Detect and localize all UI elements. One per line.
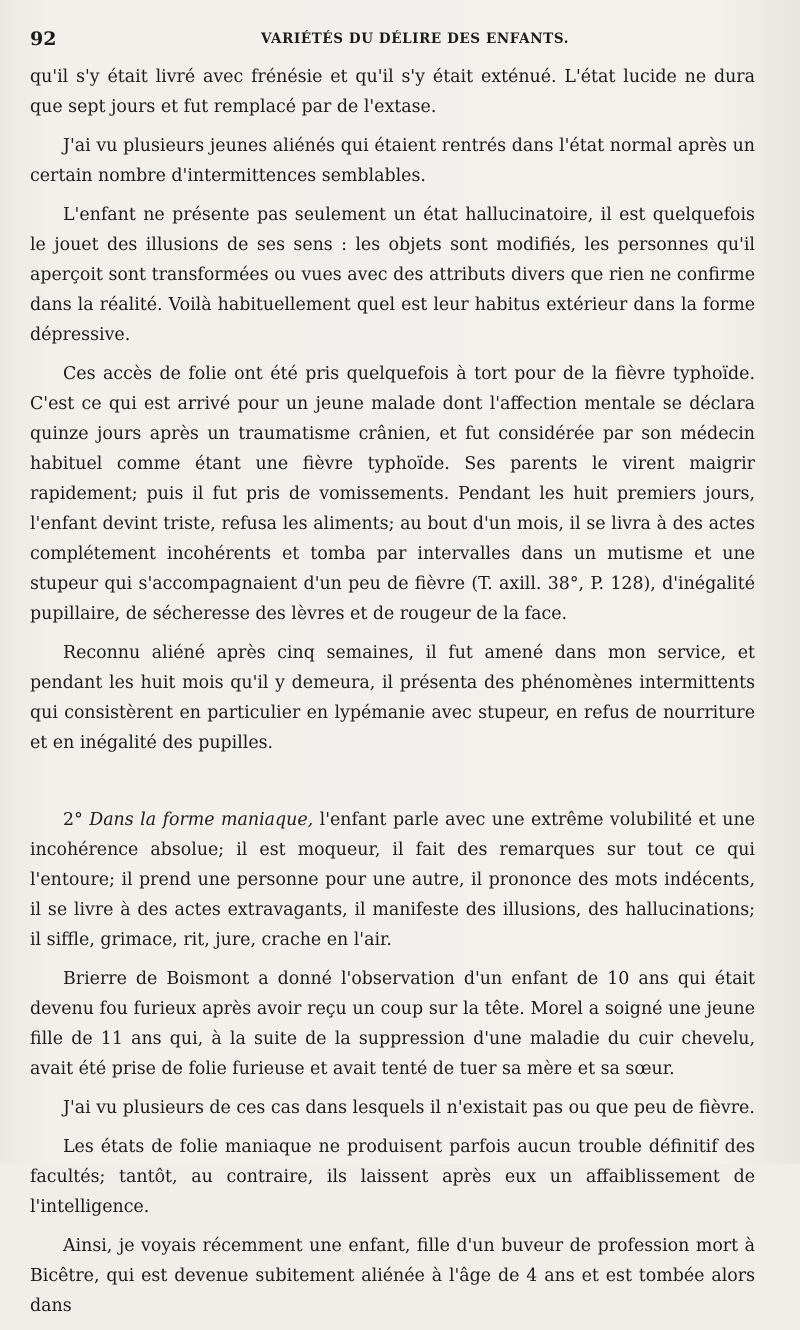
paragraph: J'ai vu plusieurs de ces cas dans lesquels il n'existait pas ou que peu de fièvre. bbox=[63, 1098, 755, 1118]
paragraph: Les états de folie maniaque ne produisent parfois aucun trouble définitif des facultés; tantôt, au contraire, ils laissent après eux un affaiblissement de l'intelligence. bbox=[30, 1137, 755, 1217]
section-lead: Dans la forme maniaque, bbox=[89, 810, 314, 830]
section-2-paragraph bbox=[30, 805, 755, 955]
page-header bbox=[30, 28, 770, 54]
paragraph: Ainsi, je voyais récemment une enfant, fille d'un buveur de profession mort à Bicêtre, qui est devenue subitement aliénée à l'âge de 4 ans et est tombée alors dans bbox=[30, 1236, 755, 1316]
paragraph-continued: qu'il s'y était livré avec frénésie et qu'il s'y était exténué. L'état lucide ne dura que sept jours et fut remplacé par de l'extase. bbox=[30, 67, 755, 117]
section-number: 2° bbox=[63, 810, 83, 830]
paragraph: Brierre de Boismont a donné l'observation d'un enfant de 10 ans qui était devenu fou furieux après avoir reçu un coup sur la tête. Morel a soigné une jeune fille de 11 ans qui, à la suite de la suppression d'une maladie du cuir chevelu, avait été prise de folie furieuse et avait tenté de tuer sa mère et sa sœur. bbox=[30, 969, 755, 1079]
paragraph: Ces accès de folie ont été pris quelquefois à tort pour de la fièvre typhoïde. C'est ce qui est arrivé pour un jeune malade dont l'affection mentale se déclara quinze jours après un traumatisme crânien, et fut considérée par son médecin habituel comme étant une fièvre typhoïde. Ses parents le virent maigrir rapidement; puis il fut pris de vomissements. Pendant les huit premiers jours, l'enfant devint triste, refusa les aliments; au bout d'un mois, il se livra à des actes complétement incohérents et tomba par intervalles dans un mutisme et une stupeur qui s'accompagnaient d'un peu de fièvre (T. axill. 38°, P. 128), d'inégalité pupillaire, de sécheresse des lèvres et de rougeur de la face. bbox=[30, 364, 755, 624]
section-spacer bbox=[30, 767, 755, 805]
paragraph: L'enfant ne présente pas seulement un état hallucinatoire, il est quelquefois le jouet des illusions de ses sens : les objets sont modifiés, les personnes qu'il aperçoit sont transformées ou vues avec des attributs divers que rien ne confirme dans la réalité. Voilà habituellement quel est leur habitus extérieur dans la forme dépressive. bbox=[30, 205, 755, 345]
page-number: 92 bbox=[30, 28, 57, 50]
paragraph: J'ai vu plusieurs jeunes aliénés qui étaient rentrés dans l'état normal après un certain nombre d'intermittences semblables. bbox=[30, 136, 755, 186]
body-text bbox=[30, 62, 755, 1330]
running-title: VARIÉTÉS DU DÉLIRE DES ENFANTS. bbox=[261, 31, 569, 47]
paragraph: Reconnu aliéné après cinq semaines, il fut amené dans mon service, et pendant les huit mois qu'il y demeura, il présenta des phénomènes intermittents qui consistèrent en particulier en lypémanie avec stupeur, en refus de nourriture et en inégalité des pupilles. bbox=[30, 643, 755, 753]
section-text: l'enfant parle avec une extrême volubilité et une incohérence absolue; il est moqueur, il fait des remarques sur tout ce qui l'entoure; il prend une personne pour une autre, il prononce des mots indécents, il se livre à des actes extravagants, il manifeste des illusions, des hallucinations; il siffle, grimace, rit, jure, crache en l'air. bbox=[30, 810, 755, 950]
